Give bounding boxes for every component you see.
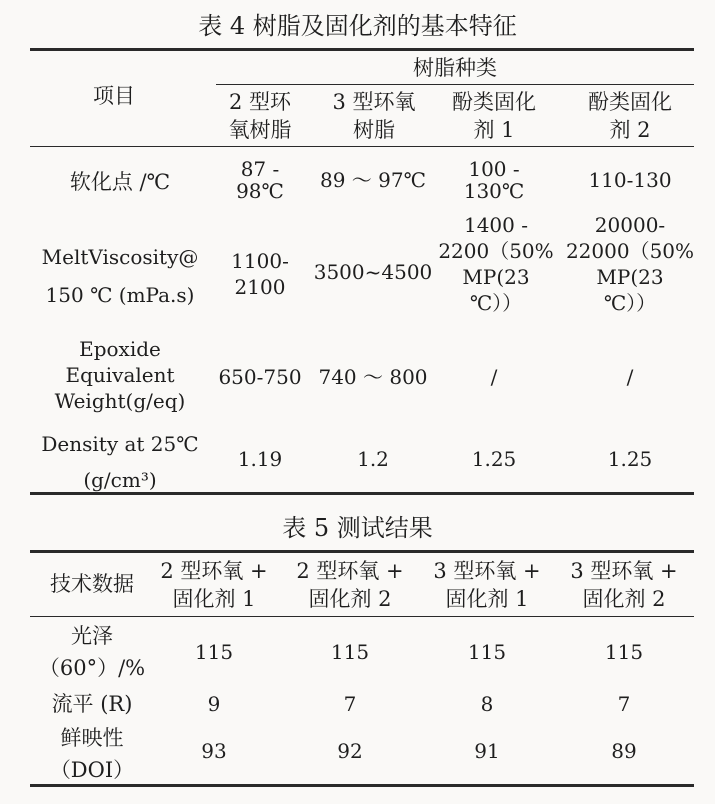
table4-header-item: 项目 [93, 84, 135, 108]
table4-bottom-rule [30, 492, 694, 495]
table4-cell: 740 ～ 800 [318, 365, 428, 389]
table4-col-2: 3 型环氧 树脂 [332, 90, 416, 142]
table5-cell: 9 [207, 692, 221, 716]
table4-group-rule [216, 84, 694, 85]
table5-cell: 115 [467, 640, 507, 664]
table5-row-label: 流平 (R) [51, 692, 133, 716]
table5-title: 表 5 测试结果 [282, 514, 433, 542]
table5-cell: 115 [604, 640, 644, 664]
table4-col-3: 酚类固化 剂 1 [452, 90, 536, 142]
table4-cell: 20000- 22000（50% MP(23 ℃）） [565, 213, 695, 315]
table4-cell: 87 - 98℃ [236, 157, 284, 203]
table5-bottom-rule [30, 784, 694, 787]
table5-cell: 89 [611, 739, 637, 763]
table4-header-rule [30, 146, 694, 147]
table4-cell: 110-130 [588, 168, 672, 192]
table4-cell: 89 ～ 97℃ [320, 168, 426, 192]
table4-cell: 1.2 [357, 447, 389, 471]
table5-header-rule [30, 616, 694, 617]
table4-title: 表 4 树脂及固化剂的基本特征 [198, 12, 517, 40]
table5-col-2: 2 型环氧 + 固化剂 2 [296, 559, 404, 611]
table4-cell: 1100- 2100 [231, 249, 289, 299]
table5-cell: 7 [617, 692, 631, 716]
table5-cell: 8 [480, 692, 494, 716]
table5-col-3: 3 型环氧 + 固化剂 1 [433, 559, 541, 611]
table4-row-label: 软化点 /℃ [69, 170, 171, 194]
table4-col-1: 2 型环 氧树脂 [228, 90, 292, 142]
table5-cell: 91 [474, 739, 500, 763]
table5-cell: 93 [201, 739, 227, 763]
table4-cell: / [490, 365, 498, 389]
table4-cell: 1.25 [607, 447, 653, 471]
table5-row-label: 光泽 （60°）/% [38, 624, 146, 680]
table4-cell: 650-750 [218, 365, 302, 389]
table4-cell: 1400 - 2200（50% MP(23 ℃）） [438, 213, 554, 315]
table5-top-rule [30, 550, 694, 553]
table4-col-4: 酚类固化 剂 2 [588, 90, 672, 142]
table5-col-1: 2 型环氧 + 固化剂 1 [160, 559, 268, 611]
table5-cell: 92 [337, 739, 363, 763]
table5-header-label: 技术数据 [50, 572, 134, 596]
table4-cell: 100 - 130℃ [463, 157, 525, 203]
table5-cell: 115 [194, 640, 234, 664]
table4-cell: 1.25 [471, 447, 517, 471]
table4-cell: / [626, 365, 634, 389]
table5-cell: 115 [330, 640, 370, 664]
table5-cell: 7 [343, 692, 357, 716]
table4-row-label: Density at 25℃ (g/cm³) [41, 432, 199, 492]
table5-col-4: 3 型环氧 + 固化剂 2 [570, 559, 678, 611]
table5-row-label: 鲜映性 （DOI） [49, 726, 135, 782]
table4-cell: 1.19 [237, 447, 283, 471]
table4-header-group: 树脂种类 [413, 56, 497, 80]
table4-cell: 3500~4500 [313, 260, 433, 284]
table4-row-label: Epoxide Equivalent Weight(g/eq) [54, 337, 186, 413]
table4-row-label: MeltViscosity@ 150 ℃ (mPa.s) [41, 245, 199, 307]
table4-top-rule [30, 48, 694, 51]
